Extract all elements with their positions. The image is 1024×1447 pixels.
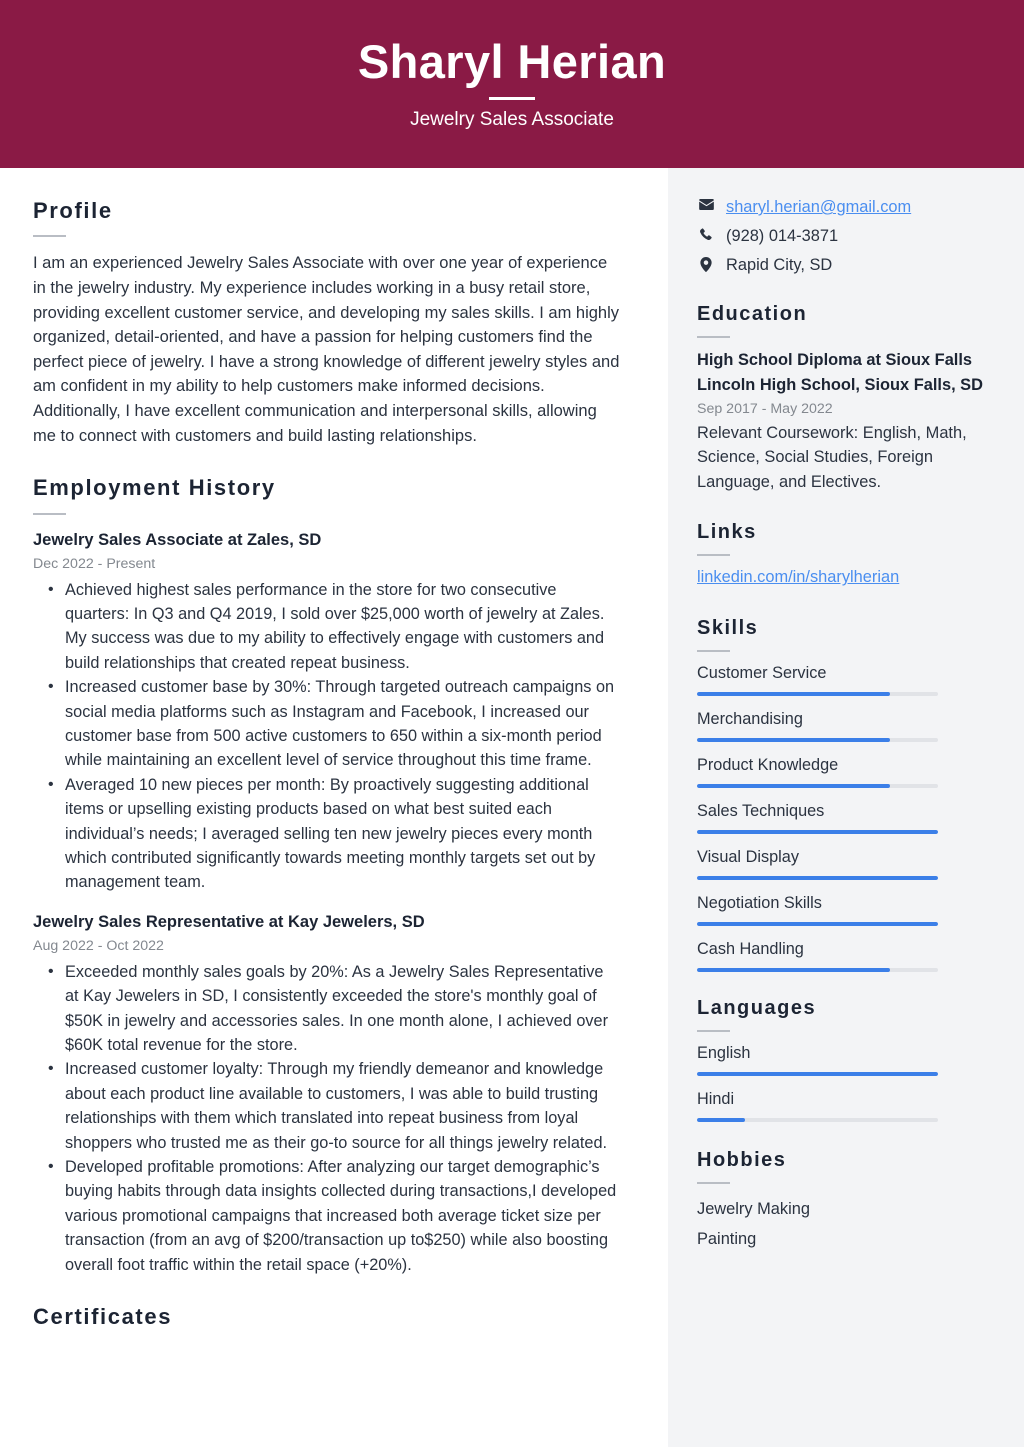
job-entry — [33, 911, 620, 1277]
section-heading-employment: Employment History — [33, 475, 276, 501]
contact-location-row — [697, 254, 992, 276]
section-heading-certificates: Certificates — [33, 1304, 173, 1330]
section-heading-education: Education — [697, 303, 808, 325]
profile-text: I am an experienced Jewelry Sales Associate with over one year of experience in the jewelry industry. My experience includes working in a busy retail store, providing excellent customer service, and developing my sales skills. I am highly organized, detail-oriented, and have a passion for helping customers find the perfect piece of jewelry. I have a strong knowledge of different jewelry styles and am confident in my ability to help customers make informed decisions. Additionally, I have excellent communication and interpersonal skills, allowing me to connect with customers and build lasting relationships. — [33, 254, 620, 445]
skill-label: Visual Display — [697, 848, 799, 867]
section-education — [697, 302, 992, 494]
skill-label: Sales Techniques — [697, 802, 825, 821]
language-bar-track — [697, 1118, 938, 1122]
education-description: Relevant Coursework: English, Math, Science, Social Studies, Foreign Language, and Electives. — [697, 424, 967, 491]
contact-email-value[interactable]: sharyl.herian@gmail.com — [726, 198, 912, 216]
resume-body — [0, 168, 1024, 1447]
language-item — [697, 1088, 992, 1122]
language-label: Hindi — [697, 1090, 735, 1109]
section-certificates — [33, 1304, 620, 1330]
section-heading-links: Links — [697, 521, 757, 544]
main-column — [0, 168, 668, 1447]
skill-label: Negotiation Skills — [697, 894, 822, 913]
job-title: Jewelry Sales Associate at Zales, SD — [33, 530, 322, 549]
contact-location-value: Rapid City, SD — [726, 256, 833, 274]
skill-item — [697, 846, 992, 880]
section-hobbies — [697, 1148, 992, 1254]
header-divider — [489, 97, 535, 100]
skill-bar-fill — [697, 738, 890, 742]
section-profile — [33, 198, 620, 448]
skill-item — [697, 800, 992, 834]
skill-bar-fill — [697, 922, 938, 926]
section-heading-hobbies: Hobbies — [697, 1149, 787, 1172]
skill-bar-track — [697, 968, 938, 972]
section-divider — [697, 1182, 730, 1184]
contact-email-row[interactable] — [697, 196, 992, 218]
skill-bar-fill — [697, 784, 890, 788]
job-bullet: • Achieved highest sales performance in the store for two consecutive quarters: In Q3 and Q4 2019, I sold over $25,000 worth of jewelry at Zales. My success was due to my ability to effectively engage with customers and build relationships that created repeat business. — [33, 578, 620, 676]
skill-bar-fill — [697, 830, 938, 834]
job-title: Jewelry Sales Representative at Kay Jewelers, SD — [33, 912, 425, 931]
section-languages — [697, 996, 992, 1122]
job-bullet: • Developed profitable promotions: After analyzing our target demographic’s buying habits through data insights collected during transactions,I developed various promotional campaigns that increased both average ticket size per transaction (from an avg of $200/transaction up to$250) while also boosting overall foot traffic within the retail space (+20%). — [33, 1155, 620, 1277]
language-item — [697, 1042, 992, 1076]
envelope-icon — [697, 196, 715, 210]
language-bar-fill — [697, 1072, 938, 1076]
skill-bar-track — [697, 738, 938, 742]
section-divider — [697, 554, 730, 556]
job-dates: Dec 2022 - Present — [33, 555, 156, 572]
section-divider — [33, 513, 66, 515]
skill-bar-fill — [697, 968, 890, 972]
language-bar-track — [697, 1072, 938, 1076]
section-skills — [697, 616, 992, 972]
section-heading-languages: Languages — [697, 997, 817, 1020]
hobby-item: Painting — [697, 1230, 757, 1249]
header-job-title: Jewelry Sales Associate — [410, 109, 614, 131]
job-bullet: • Averaged 10 new pieces per month: By proactively suggesting additional items or upselling existing products based on what best suited each individual’s needs; I averaged selling ten new jewelry pieces every month which contributed significantly towards meeting monthly targets set out by management team. — [33, 773, 620, 895]
skill-item — [697, 938, 992, 972]
skill-label: Merchandising — [697, 710, 803, 729]
contact-phone-row — [697, 225, 992, 247]
skill-bar-track — [697, 784, 938, 788]
job-bullet: • Increased customer loyalty: Through my friendly demeanor and knowledge about each product line available to customers, I was able to build trusting relationships with them which translated into repeat business from loyal shoppers who trusted me as their go-to source for all things jewelry related. — [33, 1057, 620, 1155]
resume-header — [0, 0, 1024, 168]
section-employment-history — [33, 475, 620, 1277]
education-dates: Sep 2017 - May 2022 — [697, 401, 833, 417]
section-divider — [33, 235, 66, 237]
skill-label: Product Knowledge — [697, 756, 839, 775]
skill-bar-track — [697, 692, 938, 696]
education-degree: High School Diploma at Sioux Falls Lincoln High School, Sioux Falls, SD — [697, 351, 983, 394]
skill-bar-track — [697, 830, 938, 834]
link-linkedin[interactable]: linkedin.com/in/sharylherian — [697, 568, 900, 587]
skill-item — [697, 892, 992, 926]
language-bar-fill — [697, 1118, 745, 1122]
page-title: Sharyl Herian — [357, 34, 667, 88]
job-bullet: • Exceeded monthly sales goals by 20%: As a Jewelry Sales Representative at Kay Jewelers in SD, I consistently exceeded the store's monthly goal of $50K in jewelry and accessories sales. In one month alone, I achieved over $60K total revenue for the store. — [33, 960, 620, 1058]
contact-list — [697, 196, 992, 276]
skill-item — [697, 662, 992, 696]
sidebar-column — [668, 168, 1024, 1447]
job-bullets — [33, 578, 620, 895]
skill-bar-fill — [697, 692, 890, 696]
contact-phone-value: (928) 014-3871 — [726, 227, 839, 245]
job-bullet: • Increased customer base by 30%: Through targeted outreach campaigns on social media platforms such as Instagram and Facebook, I increased our customer base from 500 active customers to 650 within a six-month period while maintaining an excellent level of service throughout this time frame. — [33, 675, 620, 773]
hobby-item: Jewelry Making — [697, 1200, 810, 1219]
section-heading-skills: Skills — [697, 617, 759, 640]
section-divider — [697, 336, 730, 338]
section-divider — [697, 650, 730, 652]
section-links — [697, 520, 992, 588]
job-entry — [33, 529, 620, 895]
skill-bar-track — [697, 876, 938, 880]
skill-label: Cash Handling — [697, 940, 804, 959]
skill-item — [697, 754, 992, 788]
skill-label: Customer Service — [697, 664, 827, 683]
skill-item — [697, 708, 992, 742]
job-bullets — [33, 960, 620, 1277]
phone-icon — [697, 225, 715, 242]
skill-bar-fill — [697, 876, 938, 880]
language-label: English — [697, 1044, 751, 1063]
section-divider — [697, 1030, 730, 1032]
section-heading-profile: Profile — [33, 198, 113, 223]
job-dates: Aug 2022 - Oct 2022 — [33, 937, 164, 954]
location-pin-icon — [697, 254, 715, 272]
skill-bar-track — [697, 922, 938, 926]
